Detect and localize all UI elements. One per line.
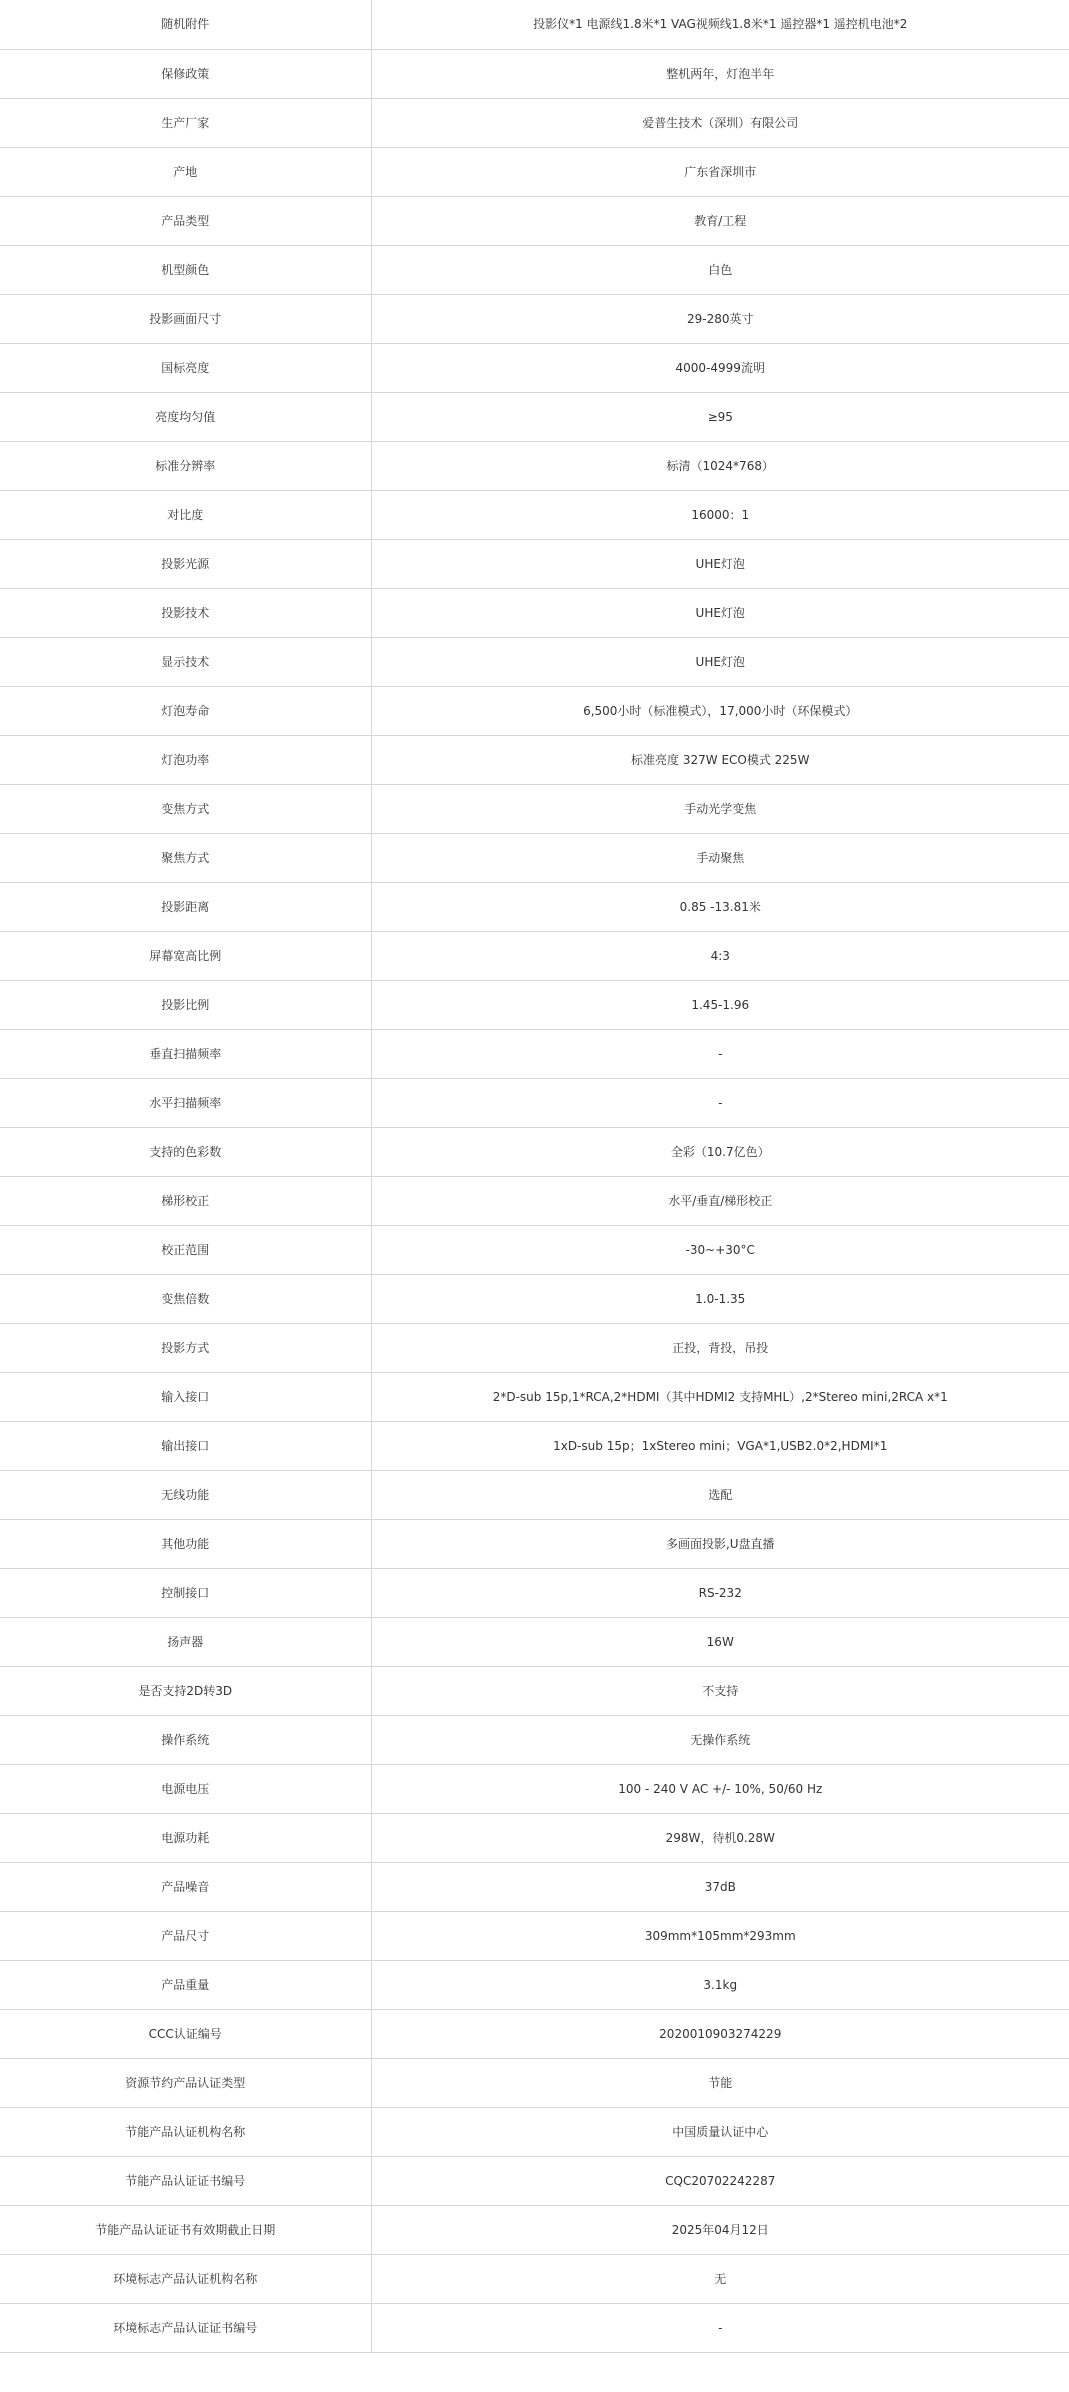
table-row (0, 2205, 1069, 2254)
spec-value: 16000：1 (371, 490, 1069, 539)
table-row (0, 686, 1069, 735)
spec-value: CQC20702242287 (371, 2156, 1069, 2205)
table-row (0, 343, 1069, 392)
table-row (0, 1568, 1069, 1617)
spec-label: 校正范围 (0, 1225, 371, 1274)
spec-value: 6,500小时（标准模式），17,000小时（环保模式） (371, 686, 1069, 735)
spec-label: 保修政策 (0, 49, 371, 98)
spec-value: 白色 (371, 245, 1069, 294)
spec-value: 16W (371, 1617, 1069, 1666)
table-row (0, 2156, 1069, 2205)
spec-label: 节能产品认证机构名称 (0, 2107, 371, 2156)
spec-label: 显示技术 (0, 637, 371, 686)
spec-value: 100 - 240 V AC +/- 10%, 50/60 Hz (371, 1764, 1069, 1813)
spec-label: 投影比例 (0, 980, 371, 1029)
spec-label: 变焦方式 (0, 784, 371, 833)
spec-value: 全彩（10.7亿色） (371, 1127, 1069, 1176)
table-row (0, 2107, 1069, 2156)
table-row (0, 637, 1069, 686)
table-row (0, 1029, 1069, 1078)
spec-label: 对比度 (0, 490, 371, 539)
spec-value: 教育/工程 (371, 196, 1069, 245)
spec-value: 0.85 -13.81米 (371, 882, 1069, 931)
table-row (0, 1372, 1069, 1421)
spec-label: 电源电压 (0, 1764, 371, 1813)
table-row (0, 2058, 1069, 2107)
spec-label: 是否支持2D转3D (0, 1666, 371, 1715)
table-row (0, 1176, 1069, 1225)
spec-value: ≥95 (371, 392, 1069, 441)
table-row (0, 1911, 1069, 1960)
spec-value: 中国质量认证中心 (371, 2107, 1069, 2156)
spec-value: 广东省深圳市 (371, 147, 1069, 196)
spec-label: 操作系统 (0, 1715, 371, 1764)
table-row (0, 1715, 1069, 1764)
spec-label: 产地 (0, 147, 371, 196)
spec-label: 屏幕宽高比例 (0, 931, 371, 980)
spec-value: RS-232 (371, 1568, 1069, 1617)
spec-value: UHE灯泡 (371, 588, 1069, 637)
table-row (0, 294, 1069, 343)
spec-value: 多画面投影,U盘直播 (371, 1519, 1069, 1568)
spec-value: 手动光学变焦 (371, 784, 1069, 833)
table-row (0, 147, 1069, 196)
table-row (0, 1813, 1069, 1862)
spec-value: 标准亮度 327W ECO模式 225W (371, 735, 1069, 784)
spec-value: 水平/垂直/梯形校正 (371, 1176, 1069, 1225)
spec-label: 扬声器 (0, 1617, 371, 1666)
spec-value: 选配 (371, 1470, 1069, 1519)
table-row (0, 1323, 1069, 1372)
spec-value: 1.45-1.96 (371, 980, 1069, 1029)
table-row (0, 441, 1069, 490)
table-row (0, 1617, 1069, 1666)
spec-value: 2020010903274229 (371, 2009, 1069, 2058)
spec-label: 产品类型 (0, 196, 371, 245)
table-row (0, 1421, 1069, 1470)
spec-value: 2*D-sub 15p,1*RCA,2*HDMI（其中HDMI2 支持MHL）,2*Stereo mini,2RCA x*1 (371, 1372, 1069, 1421)
table-row (0, 98, 1069, 147)
table-row (0, 784, 1069, 833)
table-row (0, 539, 1069, 588)
table-row (0, 588, 1069, 637)
spec-value: - (371, 2303, 1069, 2352)
spec-label: 产品尺寸 (0, 1911, 371, 1960)
spec-value: 无操作系统 (371, 1715, 1069, 1764)
spec-label: 投影方式 (0, 1323, 371, 1372)
table-row (0, 245, 1069, 294)
spec-label: 输出接口 (0, 1421, 371, 1470)
table-row (0, 1960, 1069, 2009)
spec-label: CCC认证编号 (0, 2009, 371, 2058)
table-row (0, 1127, 1069, 1176)
table-row (0, 1519, 1069, 1568)
spec-label: 产品重量 (0, 1960, 371, 2009)
spec-label: 输入接口 (0, 1372, 371, 1421)
table-row (0, 0, 1069, 49)
spec-label: 随机附件 (0, 0, 371, 49)
table-row (0, 1078, 1069, 1127)
spec-label: 投影距离 (0, 882, 371, 931)
spec-value: 4000-4999流明 (371, 343, 1069, 392)
spec-value: 4:3 (371, 931, 1069, 980)
spec-label: 亮度均匀值 (0, 392, 371, 441)
spec-value: 1xD-sub 15p；1xStereo mini；VGA*1,USB2.0*2,HDMI*1 (371, 1421, 1069, 1470)
spec-label: 灯泡功率 (0, 735, 371, 784)
spec-label: 垂直扫描频率 (0, 1029, 371, 1078)
spec-value: 309mm*105mm*293mm (371, 1911, 1069, 1960)
spec-label: 投影光源 (0, 539, 371, 588)
spec-label: 国标亮度 (0, 343, 371, 392)
spec-label: 产品噪音 (0, 1862, 371, 1911)
spec-label: 梯形校正 (0, 1176, 371, 1225)
table-row (0, 1764, 1069, 1813)
spec-label: 生产厂家 (0, 98, 371, 147)
spec-label: 其他功能 (0, 1519, 371, 1568)
spec-label: 水平扫描频率 (0, 1078, 371, 1127)
spec-value: 29-280英寸 (371, 294, 1069, 343)
spec-label: 环境标志产品认证证书编号 (0, 2303, 371, 2352)
spec-label: 资源节约产品认证类型 (0, 2058, 371, 2107)
table-row (0, 980, 1069, 1029)
spec-label: 投影画面尺寸 (0, 294, 371, 343)
spec-value: 节能 (371, 2058, 1069, 2107)
table-row (0, 833, 1069, 882)
spec-value: -30~+30°C (371, 1225, 1069, 1274)
table-row (0, 2009, 1069, 2058)
table-row (0, 1862, 1069, 1911)
table-row (0, 1666, 1069, 1715)
spec-value: 正投，背投，吊投 (371, 1323, 1069, 1372)
spec-value: 投影仪*1 电源线1.8米*1 VAG视频线1.8米*1 遥控器*1 遥控机电池*2 (371, 0, 1069, 49)
table-row (0, 882, 1069, 931)
spec-value: 爱普生技术（深圳）有限公司 (371, 98, 1069, 147)
spec-label: 无线功能 (0, 1470, 371, 1519)
spec-value: 无 (371, 2254, 1069, 2303)
spec-label: 聚焦方式 (0, 833, 371, 882)
spec-label: 电源功耗 (0, 1813, 371, 1862)
spec-value: 3.1kg (371, 1960, 1069, 2009)
spec-value: 整机两年，灯泡半年 (371, 49, 1069, 98)
spec-value: - (371, 1078, 1069, 1127)
table-row (0, 1470, 1069, 1519)
spec-label: 节能产品认证证书编号 (0, 2156, 371, 2205)
spec-value: 手动聚焦 (371, 833, 1069, 882)
spec-value: 1.0-1.35 (371, 1274, 1069, 1323)
table-row (0, 1274, 1069, 1323)
table-row (0, 1225, 1069, 1274)
spec-value: 298W，待机0.28W (371, 1813, 1069, 1862)
table-row (0, 2254, 1069, 2303)
spec-value: 2025年04月12日 (371, 2205, 1069, 2254)
spec-label: 控制接口 (0, 1568, 371, 1617)
table-row (0, 49, 1069, 98)
table-row (0, 392, 1069, 441)
table-row (0, 735, 1069, 784)
spec-label: 变焦倍数 (0, 1274, 371, 1323)
table-row (0, 2303, 1069, 2352)
table-row (0, 196, 1069, 245)
spec-label: 支持的色彩数 (0, 1127, 371, 1176)
spec-label: 标准分辨率 (0, 441, 371, 490)
spec-value: 37dB (371, 1862, 1069, 1911)
table-row (0, 490, 1069, 539)
spec-label: 机型颜色 (0, 245, 371, 294)
spec-value: UHE灯泡 (371, 637, 1069, 686)
spec-label: 投影技术 (0, 588, 371, 637)
spec-label: 环境标志产品认证机构名称 (0, 2254, 371, 2303)
spec-label: 节能产品认证证书有效期截止日期 (0, 2205, 371, 2254)
spec-value: 不支持 (371, 1666, 1069, 1715)
table-row (0, 931, 1069, 980)
spec-label: 灯泡寿命 (0, 686, 371, 735)
spec-value: - (371, 1029, 1069, 1078)
spec-value: 标清（1024*768） (371, 441, 1069, 490)
spec-value: UHE灯泡 (371, 539, 1069, 588)
